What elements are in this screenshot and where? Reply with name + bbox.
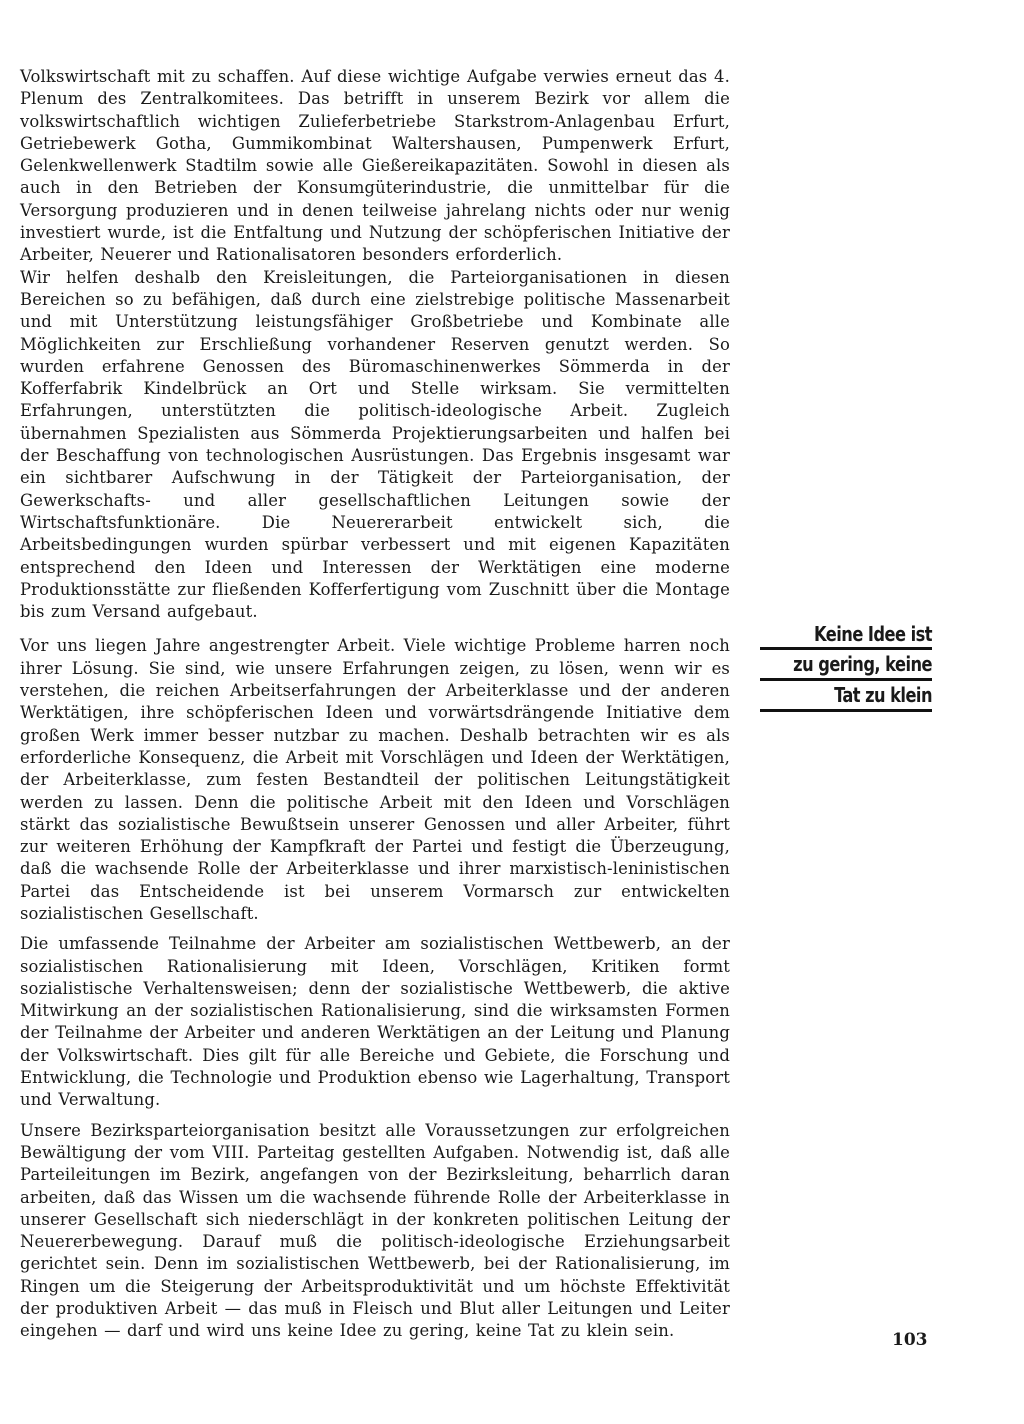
heading-rule xyxy=(760,647,932,650)
marginal-heading-line-2: zu gering, keine xyxy=(793,652,932,676)
marginal-heading xyxy=(760,622,932,714)
heading-rule xyxy=(760,709,932,712)
paragraph-5: Unsere Bezirksparteiorganisation besitzt alle Voraussetzungen zur erfolgreichen Bewältigung der vom VIII. Parteitag gestellten Aufgaben. Notwendig ist, daß alle Parteileitungen im Bezirk, angefangen von der Bezirksleitung, beharrlich daran arbeiten, daß das Wissen um die wachsende führende Rolle der Arbeiterklasse in unserer Gesellschaft sich niederschlägt in der konkreten politischen Leitung der Neuererbewegung. Darauf muß die politisch-ideologische Erziehungsarbeit gerichtet sein. Denn im sozialistischen Wettbewerb, bei der Rationalisierung, im Ringen um die Steigerung der Arbeitsproduktivität und um höchste Effektivität der produktiven Arbeit — das muß in Fleisch und Blut aller Leitungen und Leiter eingehen — darf und wird uns keine Idee zu gering, keine Tat zu klein sein. xyxy=(20,1120,730,1341)
paragraph-3: Vor uns liegen Jahre angestrengter Arbeit. Viele wichtige Probleme harren noch ihrer Lösung. Sie sind, wie unsere Erfahrungen zeigen, zu lösen, wenn wir es verstehen, die reichen Arbeitserfahrungen der Arbeiterklasse und der anderen Werktätigen, ihre schöpferischen Ideen und vorwärtsdrängende Initiative dem großen Werk immer besser nutzbar zu machen. Deshalb betrachten wir es als erforderliche Konsequenz, die Arbeit mit Vorschlägen und Ideen der Werktätigen, der Arbeiterklasse, zum festen Bestandteil der politischen Leitungstätigkeit werden zu lassen. Denn die politische Arbeit mit den Ideen und Vorschlägen stärkt das sozialistische Bewußtsein unserer Genossen und aller Arbeiter, führt zur weiteren Erhöhung der Kampfkraft der Partei und festigt die Überzeugung, daß die wachsende Rolle der Arbeiterklasse und ihrer marxistisch-leninistischen Partei das Entscheidende ist bei unserem Vormarsch zur entwickelten sozialistischen Gesellschaft. xyxy=(20,636,730,923)
paragraph-4: Die umfassende Teilnahme der Arbeiter am sozialistischen Wettbewerb, an der sozialistischen Rationalisierung mit Ideen, Vorschlägen, Kritiken formt sozialistische Verhaltensweisen; denn der sozialistische Wettbewerb, die aktive Mitwirkung an der sozialistischen Rationalisierung, sind die wirksamsten Formen der Teilnahme der Arbeiter und anderen Werktätigen an der Leitung und Planung der Volkswirtschaft. Dies gilt für alle Bereiche und Gebiete, die Forschung und Entwicklung, die Technologie und Produktion ebenso wie Lagerhaltung, Transport und Verwaltung. xyxy=(20,934,730,1110)
marginal-heading-line-3: Tat zu klein xyxy=(834,683,932,707)
body-text xyxy=(20,66,730,1343)
page-number: 103 xyxy=(892,1330,928,1350)
heading-rule xyxy=(760,678,932,681)
marginal-heading-line-1: Keine Idee ist xyxy=(814,622,932,646)
paragraph-1: Volkswirtschaft mit zu schaffen. Auf diese wichtige Aufgabe verwies erneut das 4. Plenum des Zentralkomitees. Das betrifft in unserem Bezirk vor allem die volkswirtschaftlich wichtigen Zulieferbetriebe Starkstrom-Anlagenbau Erfurt, Getriebewerk Gotha, Gummikombinat Waltershausen, Pumpenwerk Erfurt, Gelenkwellenwerk Stadtilm sowie alle Gießereikapazitäten. Sowohl in diesen als auch in den Betrieben der Konsumgüterindustrie, die unmittelbar für die Versorgung produzieren und in denen teilweise jahrelang nichts oder nur wenig investiert wurde, ist die Entfaltung und Nutzung der schöpferischen Initiative der Arbeiter, Neuerer und Rationalisatoren besonders erforderlich. xyxy=(20,67,730,265)
paragraph-2: Wir helfen deshalb den Kreisleitungen, die Parteiorganisationen in diesen Bereichen so zu befähigen, daß durch eine zielstrebige politische Massenarbeit und mit Unterstützung leistungsfähiger Großbetriebe und Kombinate alle Möglichkeiten zur Erschließung vorhandener Reserven genutzt werden. So wurden erfahrene Genossen des Büromaschinenwerkes Sömmerda in der Kofferfabrik Kindelbrück an Ort und Stelle wirksam. Sie vermittelten Erfahrungen, unterstützten die politisch-ideologische Arbeit. Zugleich übernahmen Spezialisten aus Sömmerda Projektierungsarbeiten und halfen bei der Beschaffung von technologischen Ausrüstungen. Das Ergebnis insgesamt war ein sichtbarer Aufschwung in der Tätigkeit der Parteiorganisation, der Gewerkschafts- und aller gesellschaftlichen Leitungen sowie der Wirtschaftsfunktionäre. Die Neuererarbeit entwickelt sich, die Arbeitsbedingungen wurden spürbar verbessert und mit eigenen Kapazitäten entsprechend den Ideen und Interessen der Werktätigen eine moderne Produktionsstätte zur fließenden Kofferfertigung vom Zuschnitt über die Montage bis zum Versand aufgebaut. xyxy=(20,267,730,622)
